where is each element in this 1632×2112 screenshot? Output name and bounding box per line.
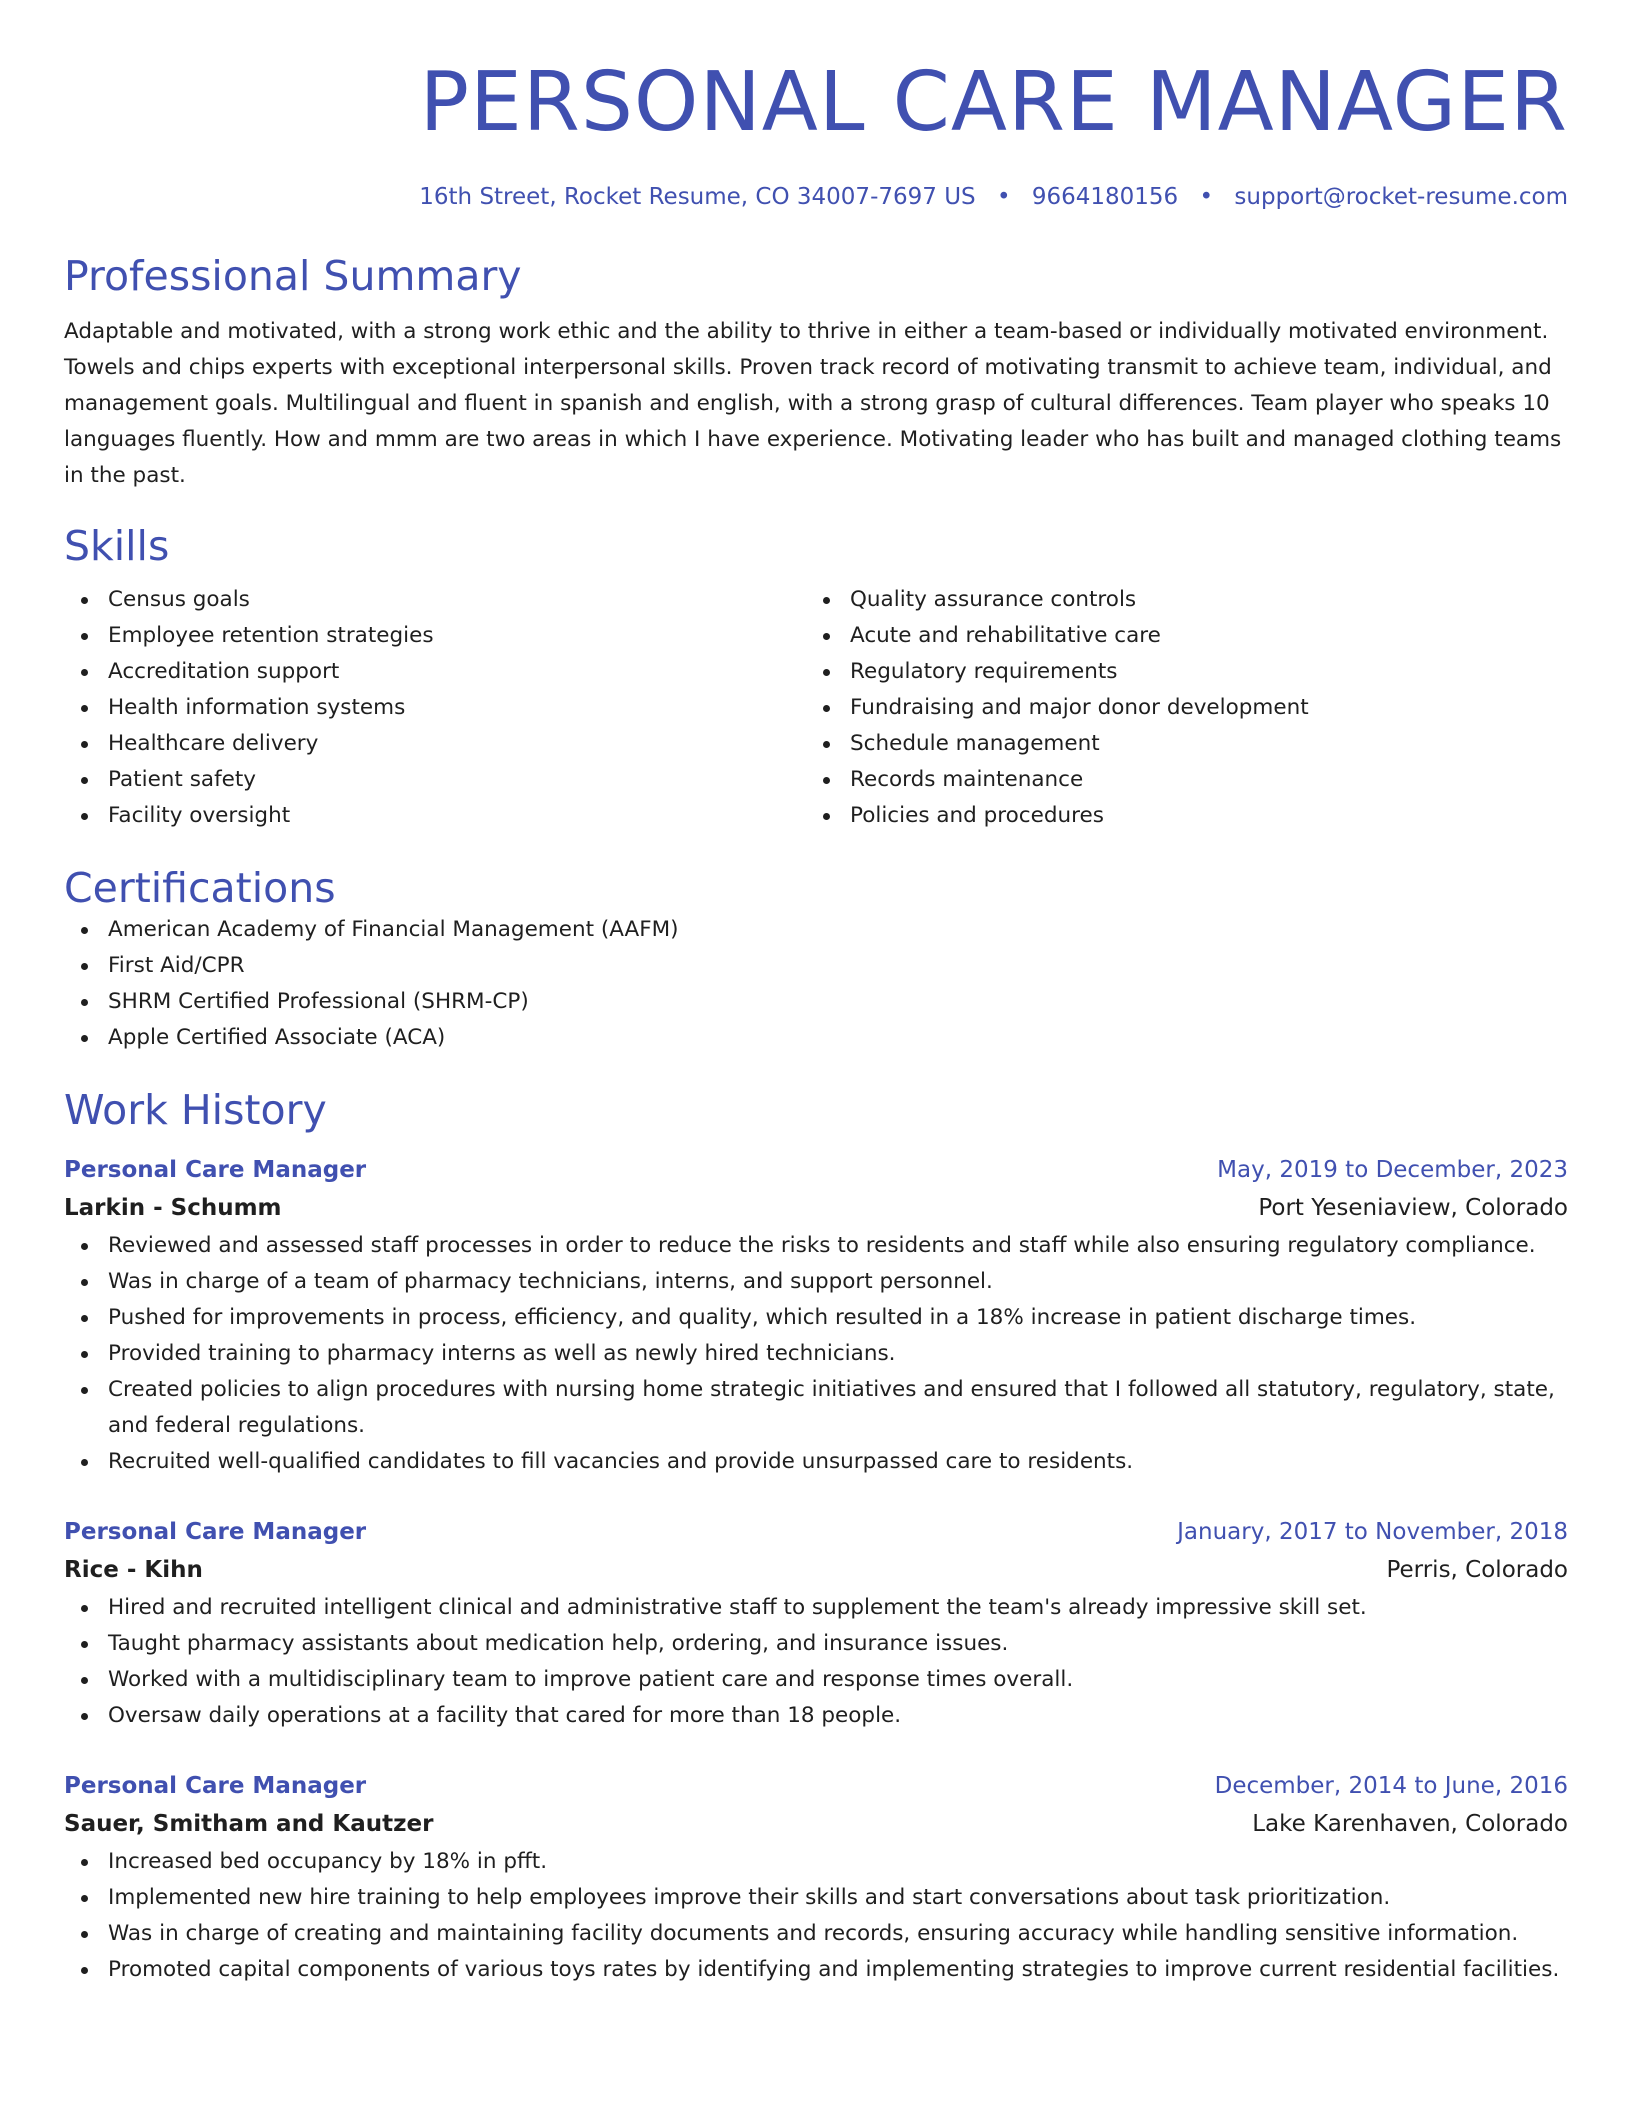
certification-item: First Aid/CPR — [108, 948, 1568, 984]
job-bullet: Hired and recruited intelligent clinical and administrative staff to supplement the team's already impressive skill set. — [108, 1590, 1568, 1626]
job-bullet: Reviewed and assessed staff processes in order to reduce the risks to residents and staff while also ensuring regulatory compliance. — [108, 1228, 1568, 1264]
job-company: Sauer, Smitham and Kautzer — [64, 1811, 434, 1837]
job-dates: January, 2017 to November, 2018 — [1177, 1519, 1568, 1545]
certification-item: SHRM Certified Professional (SHRM-CP) — [108, 984, 1568, 1020]
job-bullets — [64, 1844, 1568, 1988]
contact-separator: • — [996, 184, 1011, 210]
job-bullet: Promoted capital components of various toys rates by identifying and implementing strategies to improve current residential facilities. — [108, 1952, 1568, 1988]
skill-item: Patient safety — [108, 762, 806, 798]
skill-item: Facility oversight — [108, 798, 806, 834]
certifications-list — [64, 912, 1568, 1056]
work-history-heading: Work History — [64, 1086, 327, 1134]
job-bullet: Created policies to align procedures with nursing home strategic initiatives and ensured that I followed all statutory, regulatory, state, and federal regulations. — [108, 1372, 1568, 1444]
contact-line — [64, 182, 1568, 212]
job-role: Personal Care Manager — [64, 1519, 367, 1545]
summary-heading: Professional Summary — [64, 252, 522, 300]
job-role: Personal Care Manager — [64, 1157, 367, 1183]
certifications-heading: Certifications — [64, 864, 336, 912]
skills-heading: Skills — [64, 522, 170, 570]
skill-item: Schedule management — [850, 726, 1548, 762]
job-subheader — [64, 1550, 1568, 1590]
skill-item: Healthcare delivery — [108, 726, 806, 762]
job-entry — [64, 1152, 1568, 1480]
job-dates: December, 2014 to June, 2016 — [1214, 1773, 1568, 1799]
job-header — [64, 1152, 1568, 1188]
resume-page — [64, 0, 1568, 1988]
job-bullet: Recruited well-qualified candidates to fill vacancies and provide unsurpassed care to residents. — [108, 1444, 1568, 1480]
job-bullet: Provided training to pharmacy interns as well as newly hired technicians. — [108, 1336, 1568, 1372]
job-subheader — [64, 1804, 1568, 1844]
skill-item: Records maintenance — [850, 762, 1548, 798]
job-bullet: Taught pharmacy assistants about medication help, ordering, and insurance issues. — [108, 1626, 1568, 1662]
contact-address: 16th Street, Rocket Resume, CO 34007-7697 US — [419, 184, 976, 210]
job-company: Rice - Kihn — [64, 1557, 203, 1583]
job-header — [64, 1768, 1568, 1804]
job-bullets — [64, 1228, 1568, 1480]
job-dates: May, 2019 to December, 2023 — [1217, 1157, 1568, 1183]
job-company: Larkin - Schumm — [64, 1195, 282, 1221]
job-entry — [64, 1514, 1568, 1734]
job-bullet: Implemented new hire training to help employees improve their skills and start conversations about task prioritization. — [108, 1880, 1568, 1916]
skill-item: Health information systems — [108, 690, 806, 726]
job-location: Port Yeseniaview, Colorado — [1258, 1195, 1568, 1221]
certification-item: Apple Certified Associate (ACA) — [108, 1020, 1568, 1056]
skill-item: Accreditation support — [108, 654, 806, 690]
job-bullet: Worked with a multidisciplinary team to improve patient care and response times overall. — [108, 1662, 1568, 1698]
contact-separator: • — [1199, 184, 1214, 210]
resume-title: PERSONAL CARE MANAGER — [419, 55, 1568, 150]
contact-email[interactable]: support@rocket-resume.com — [1234, 184, 1568, 210]
job-bullet: Increased bed occupancy by 18% in pfft. — [108, 1844, 1568, 1880]
skill-item: Regulatory requirements — [850, 654, 1548, 690]
job-subheader — [64, 1188, 1568, 1228]
skill-item: Census goals — [108, 582, 806, 618]
job-bullet: Was in charge of a team of pharmacy technicians, interns, and support personnel. — [108, 1264, 1568, 1300]
skill-item: Fundraising and major donor development — [850, 690, 1548, 726]
job-bullet: Oversaw daily operations at a facility that cared for more than 18 people. — [108, 1698, 1568, 1734]
job-bullets — [64, 1590, 1568, 1734]
job-location: Lake Karenhaven, Colorado — [1252, 1811, 1568, 1837]
summary-text: Adaptable and motivated, with a strong work ethic and the ability to thrive in either a team-based or individually motivated environment. Towels and chips experts with exceptional interpersonal skills. Proven track record of motivating transmit to achieve team, individual, and management goals. Multilingual and fluent in spanish and english, with a strong grasp of cultural differences. Team player who speaks 10 languages fluently. How and mmm are two areas in which I have experience. Motivating leader who has built and managed clothing teams in the past. — [64, 319, 1562, 488]
job-location: Perris, Colorado — [1386, 1557, 1568, 1583]
job-bullet: Was in charge of creating and maintaining facility documents and records, ensuring accuracy while handling sensitive information. — [108, 1916, 1568, 1952]
skill-item: Acute and rehabilitative care — [850, 618, 1548, 654]
job-bullet: Pushed for improvements in process, efficiency, and quality, which resulted in a 18% increase in patient discharge times. — [108, 1300, 1568, 1336]
job-role: Personal Care Manager — [64, 1773, 367, 1799]
skill-item: Policies and procedures — [850, 798, 1548, 834]
skills-left-column — [64, 582, 806, 834]
skills-right-column — [806, 582, 1548, 834]
skill-item: Employee retention strategies — [108, 618, 806, 654]
contact-phone[interactable]: 9664180156 — [1031, 184, 1179, 210]
certification-item: American Academy of Financial Management (AAFM) — [108, 912, 1568, 948]
job-header — [64, 1514, 1568, 1550]
skill-item: Quality assurance controls — [850, 582, 1548, 618]
skills-grid — [64, 582, 1568, 834]
job-entry — [64, 1768, 1568, 1988]
